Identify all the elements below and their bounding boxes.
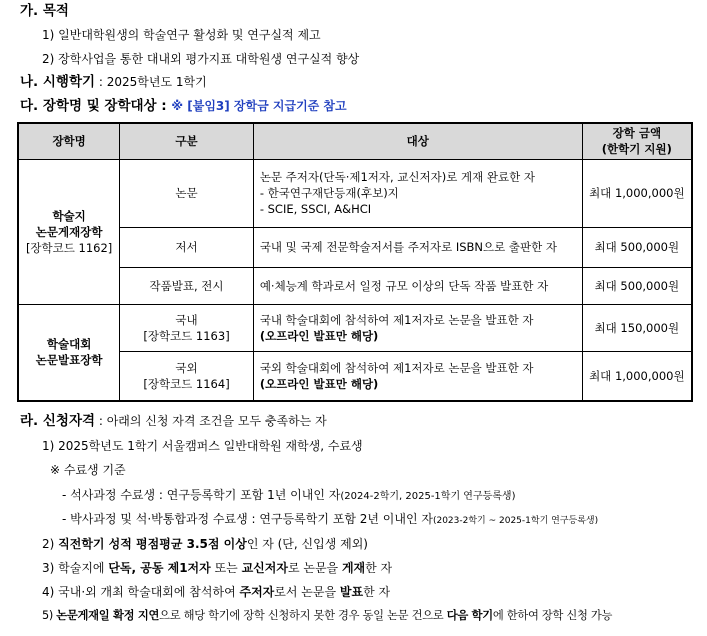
q3-b3: 게재 (341, 561, 366, 575)
r1-target (253, 159, 582, 227)
purpose-item-1: 1) 일반대학원생의 학술연구 활성화 및 연구실적 제고 (42, 28, 321, 42)
section-semester (20, 73, 207, 91)
group2-line1: 학술대회 (46, 337, 92, 352)
q3-p2: 또는 (210, 561, 242, 575)
eligibility-item-5 (42, 607, 612, 625)
r5-type (120, 351, 254, 401)
r3-target: 예·체능계 학과로서 일정 규모 이상의 단독 작품 발표한 자 (253, 267, 582, 304)
q2-bold: 직전학기 성적 평점평균 3.5점 이상 (58, 537, 247, 551)
purpose-item-2: 2) 장학사업을 통한 대내외 평가지표 대학원생 연구실적 향상 (42, 52, 360, 66)
scholarship-table (17, 122, 693, 402)
r5-amount: 최대 1,000,000원 (582, 351, 692, 401)
master-criteria-text: - 석사과정 수료생 : 연구등록학기 포함 1년 이내인 자 (62, 488, 341, 502)
r4-type-1: 국내 (175, 312, 198, 327)
doctor-criteria-note: (2023-2학기 ~ 2025-1학기 연구등록생) (432, 516, 599, 526)
header-target: 대상 (253, 123, 582, 159)
q3-p3: 로 논문을 (287, 561, 342, 575)
scholarship-note: ※ [붙임3] 장학금 지급기준 참고 (171, 99, 347, 113)
eligibility-value: : 아래의 신청 자격 조건을 모두 충족하는 자 (95, 414, 327, 428)
q3-p4: 한 자 (365, 561, 393, 575)
q4-p2: 로서 논문을 (274, 585, 340, 599)
header-amount-line1: 장학 금액 (612, 126, 662, 141)
table-header-row (18, 123, 692, 159)
doctor-criteria-text: - 박사과정 및 석·박통합과정 수료생 : 연구등록학기 포함 2년 이내인 자 (62, 512, 433, 526)
q5-p3: 에 한하여 장학 신청 가능 (492, 609, 613, 622)
q5-b2: 다음 학기 (446, 609, 493, 622)
q4-p1: 4) 국내·외 개최 학술대회에 참석하여 (42, 585, 240, 599)
semester-value: : 2025학년도 1학기 (95, 75, 207, 89)
eligibility-label: 라. 신청자격 (20, 413, 96, 429)
r5-target (253, 351, 582, 401)
q3-b1: 단독, 공동 제1저자 (108, 561, 211, 575)
r3-type: 작품발표, 전시 (120, 267, 254, 304)
eligibility-item-4 (42, 583, 390, 601)
header-name: 장학명 (18, 123, 120, 159)
q5-p1: 5) (42, 609, 57, 622)
header-amount-line2: (한학기 지원) (601, 142, 672, 157)
q3-p1: 3) 학술지에 (42, 561, 109, 575)
q2-pre: 2) (42, 537, 59, 551)
q4-p3: 한 자 (363, 585, 391, 599)
table-row (18, 227, 692, 267)
master-criteria (62, 486, 516, 506)
r4-target (253, 304, 582, 351)
q3-b2: 교신저자 (241, 561, 288, 575)
header-amount (582, 123, 692, 159)
r2-target: 국내 및 국제 전문학술저서를 주저자로 ISBN으로 출판한 자 (253, 227, 582, 267)
section-eligibility (20, 412, 327, 430)
group1-name (18, 159, 120, 304)
r5-target-bold: (오프라인 발표만 해당) (259, 376, 379, 391)
q5-b1: 논문게재일 확정 지연 (56, 609, 160, 622)
section-scholarship (20, 97, 347, 115)
r1-amount: 최대 1,000,000원 (582, 159, 692, 227)
doctor-criteria (62, 510, 598, 530)
table-row (18, 267, 692, 304)
r3-amount: 최대 500,000원 (582, 267, 692, 304)
q2-post: 인 자 (단, 신입생 제외) (246, 537, 368, 551)
q4-b2: 발표 (339, 585, 364, 599)
r5-type-1: 국외 (175, 360, 198, 375)
header-type: 구분 (120, 123, 254, 159)
r1-type: 논문 (120, 159, 254, 227)
r5-type-2: [장학코드 1164] (143, 376, 230, 391)
group1-line2: 논문게재장학 (35, 224, 103, 239)
r4-amount: 최대 150,000원 (582, 304, 692, 351)
r4-target-text: 국내 학술대회에 참석하여 제1저자로 논문을 발표한 자 (259, 312, 534, 327)
r4-target-bold: (오프라인 발표만 해당) (259, 328, 379, 343)
group2-line2: 논문발표장학 (35, 353, 103, 368)
table-row (18, 351, 692, 401)
r1-target-3: - SCIE, SSCI, A&HCI (259, 202, 372, 216)
graduate-note: ※ 수료생 기준 (50, 463, 126, 477)
r4-type (120, 304, 254, 351)
eligibility-item-2 (42, 535, 368, 553)
eligibility-item-3 (42, 559, 392, 577)
table-row (18, 159, 692, 227)
r2-amount: 최대 500,000원 (582, 227, 692, 267)
r1-target-1: 논문 주저자(단독·제1저자, 교신저자)로 게재 완료한 자 (259, 170, 535, 184)
semester-label: 나. 시행학기 (20, 74, 96, 90)
r2-type: 저서 (120, 227, 254, 267)
group2-name (18, 304, 120, 401)
q5-p2: 으로 해당 학기에 장학 신청하지 못한 경우 동일 논문 건으로 (159, 609, 447, 622)
table-row (18, 304, 692, 351)
scholarship-label: 다. 장학명 및 장학대상 : (20, 98, 172, 114)
r5-target-text: 국외 학술대회에 참석하여 제1저자로 논문을 발표한 자 (259, 360, 534, 375)
r1-target-2: - 한국연구재단등재(후보)지 (259, 186, 399, 200)
group1-code: [장학코드 1162] (25, 240, 113, 255)
q4-b1: 주저자 (239, 585, 275, 599)
eligibility-item-1: 1) 2025학년도 1학기 서울캠퍼스 일반대학원 재학생, 수료생 (42, 439, 363, 453)
group1-line1: 학술지 (52, 208, 86, 223)
r4-type-2: [장학코드 1163] (143, 328, 230, 343)
master-criteria-note: (2024-2학기, 2025-1학기 연구등록생) (340, 491, 516, 502)
section-purpose-heading: 가. 목적 (20, 3, 69, 19)
